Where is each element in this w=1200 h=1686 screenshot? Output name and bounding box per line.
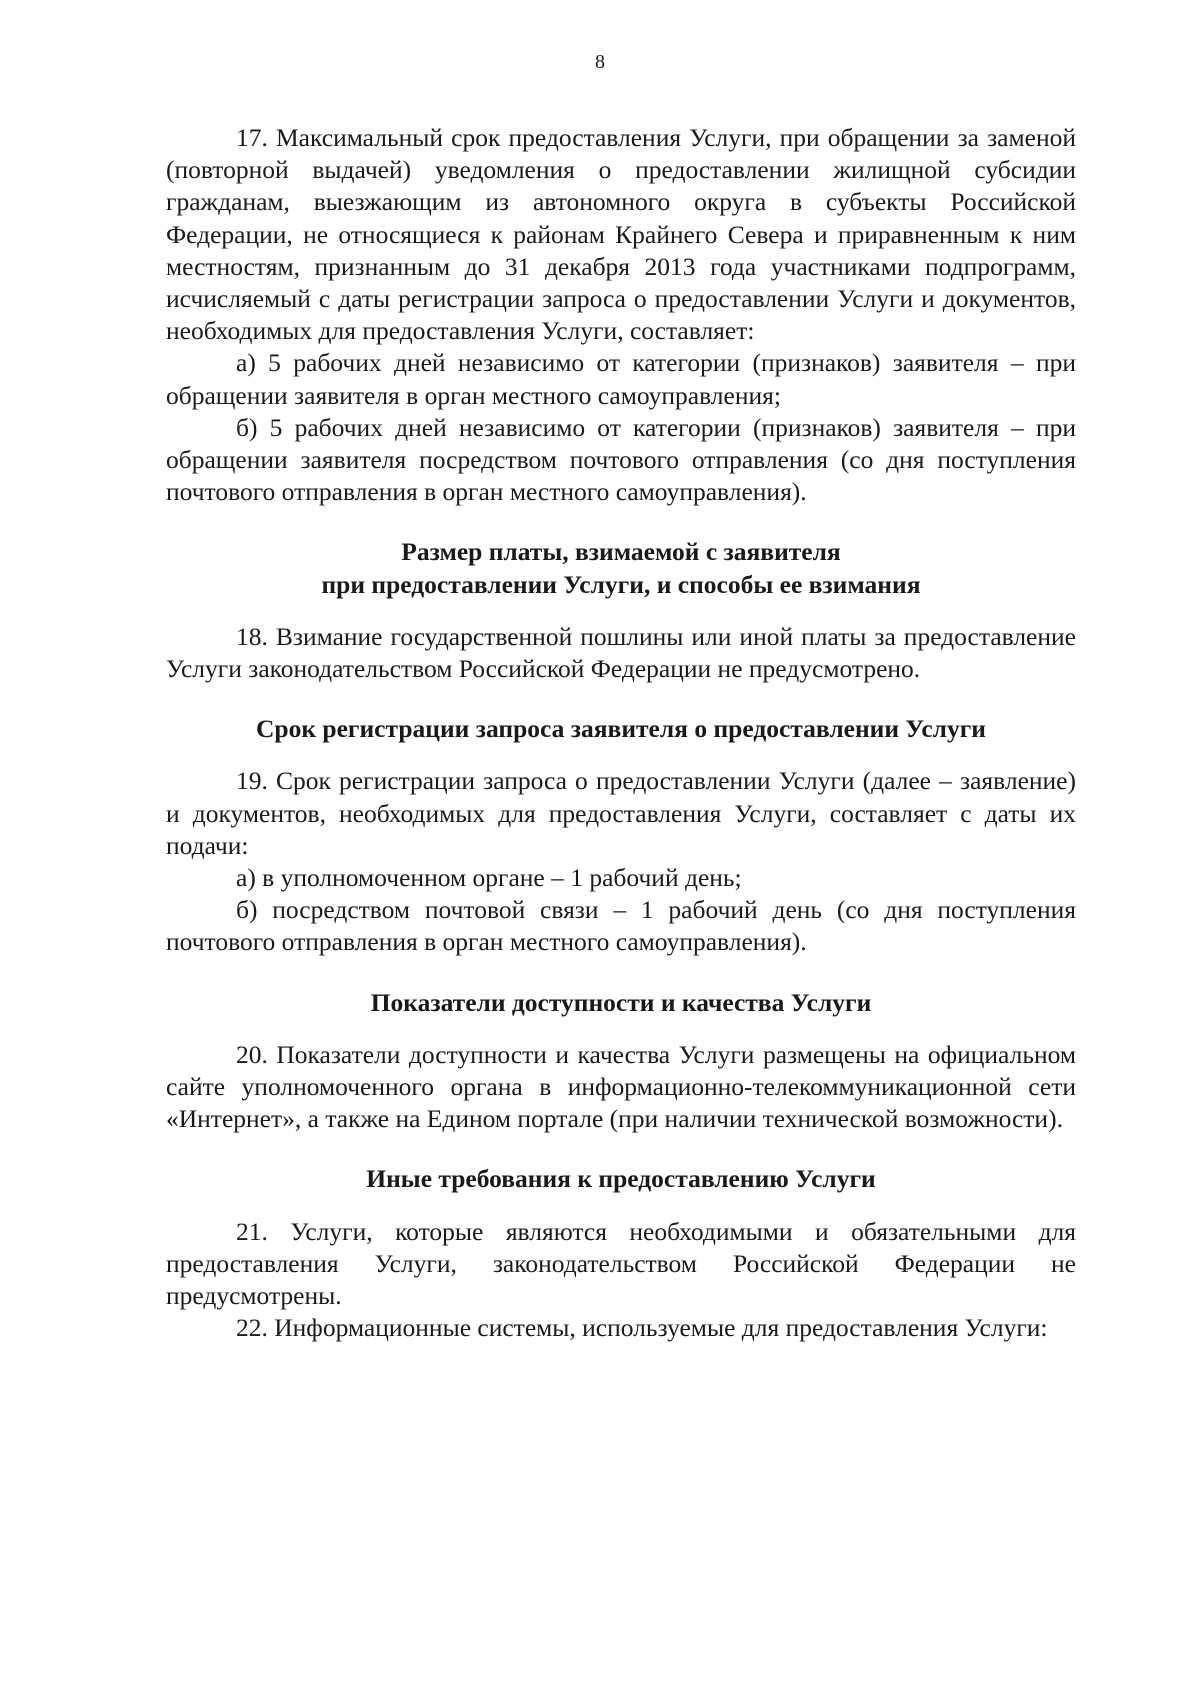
paragraph-19: 19. Срок регистрации запроса о предоставлении Услуги (далее – заявление) и документов, необходимых для предоставления Услуги, составляет с даты их подачи: <box>166 766 1076 860</box>
paragraph-20: 20. Показатели доступности и качества Услуги размещены на официальном сайте уполномоченного органа в информационно-телекоммуникационной сети «Интернет», а также на Едином портале (при наличии технической возможности). <box>166 1039 1076 1134</box>
heading-registration: Срок регистрации запроса заявителя о предоставлении Услуги <box>256 714 986 744</box>
heading-fee <box>166 536 1076 600</box>
heading-other-requirements: Иные требования к предоставлению Услуги <box>366 1164 876 1194</box>
paragraph-17-b: б) 5 рабочих дней независимо от категории (признаков) заявителя – при обращении заявителя посредством почтового отправления (со дня поступления почтового отправления в орган местного самоуправления). <box>166 412 1076 507</box>
page-content <box>166 122 1076 1345</box>
page-number: 8 <box>595 51 605 73</box>
heading-fee-line-1: Размер платы, взимаемой с заявителя <box>401 537 841 567</box>
heading-fee-line-2: при предоставлении Услуги, и способы ее взимания <box>321 569 921 599</box>
paragraph-17: 17. Максимальный срок предоставления Услуги, при обращении за заменой (повторной выдачей) уведомления о предоставлении жилищной субсидии гражданам, выезжающим из автономного округа в субъекты Российской Федерации, не относящиеся к районам Крайнего Севера и приравненным к ним местностям, признанным до 31 декабря 2013 года участниками подпрограмм, исчисляемый с даты регистрации запроса о предоставлении Услуги и документов, необходимых для предоставления Услуги, составляет: <box>166 123 1076 346</box>
paragraph-17-a: а) 5 рабочих дней независимо от категории (признаков) заявителя – при обращении заявителя в орган местного самоуправления; <box>166 348 1076 410</box>
paragraph-19-b: б) посредством почтовой связи – 1 рабочий день (со дня поступления почтового отправления в орган местного самоуправления). <box>166 895 1076 957</box>
paragraph-19-a: а) в уполномоченном органе – 1 рабочий день; <box>236 863 742 893</box>
heading-indicators: Показатели доступности и качества Услуги <box>370 987 872 1017</box>
paragraph-18: 18. Взимание государственной пошлины или иной платы за предоставление Услуги законодательством Российской Федерации не предусмотрено. <box>166 621 1076 684</box>
paragraph-22: 22. Информационные системы, используемые для предоставления Услуги: <box>236 1313 1048 1343</box>
paragraph-21: 21. Услуги, которые являются необходимыми и обязательными для предоставления Услуги, законодательством Российской Федерации не предусмотрены. <box>166 1216 1076 1311</box>
